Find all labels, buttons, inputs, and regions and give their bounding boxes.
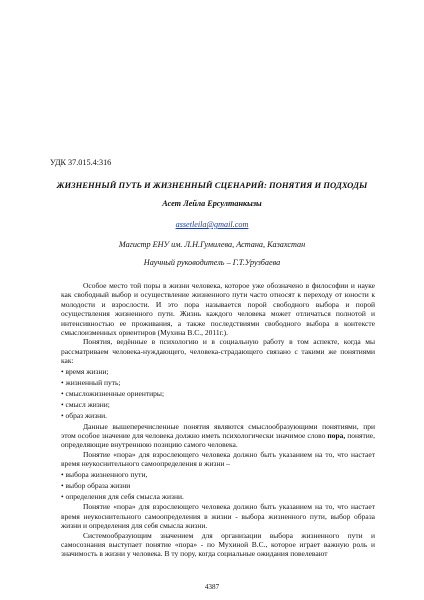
list-item: • смысложизненные ориентиры; xyxy=(61,388,375,399)
list-item: • жизненный путь; xyxy=(61,377,375,388)
paragraph: Особое место той поры в жизни человека, которое уже обозначено в философии и науке как свободный выбор и осуществление жизненного пути часто относят к переходу от юности к молодости и взрослости. И это пора называется порой свободного выбора и порой осуществления жизненного пути. Жизнь каждого человека может отличаться полнотой и интенсивностью ее проживания, а также последствиями свободного выбора в контексте смыслоизменных ориентиров (Мухина В.С., 2011г.). xyxy=(61,281,375,338)
author-email-link[interactable]: assetleila@gmail.com xyxy=(175,220,249,229)
paragraph: Понятия, ведённые в психологию и в социальную работу в том аспекте, когда мы рассматриваем человека-нуждающего, человека-страдающего связано с такими же понятиями как: xyxy=(61,337,375,366)
list-item: • выбор образа жизни xyxy=(61,480,375,491)
bullet-list xyxy=(61,366,375,422)
paragraph xyxy=(61,422,375,450)
paragraph: Понятие «пора» для взрослеющего человека должно быть указанием на то, что настает время неукоснительного самоопределения в жизни – xyxy=(61,449,375,469)
paragraph-text: Данные вышеперечисленные понятия являются смыслообразующими понятиями, при этом особое значение для человека должно иметь психологически значимое слово xyxy=(61,421,375,441)
emphasized-term: пора, xyxy=(327,431,346,441)
list-item: • выбора жизненного пути, xyxy=(61,469,375,480)
author-affiliation: Магистр ЕНУ им. Л.Н.Гумилева, Астана, Казахстан xyxy=(118,240,306,249)
article-body xyxy=(61,281,375,559)
author-name: Асет Лейла Ерсултанкызы xyxy=(162,199,262,208)
paragraph-text: понятие, определяющие внутреннюю позицию самого человека. xyxy=(61,431,375,450)
list-item: • время жизни; xyxy=(61,366,375,377)
list-item: • определения для себя смысла жизни. xyxy=(61,491,375,502)
bullet-list xyxy=(61,469,375,503)
list-item: • образ жизни. xyxy=(61,410,375,421)
article-title: ЖИЗНЕННЫЙ ПУТЬ И ЖИЗНЕННЫЙ СЦЕНАРИЙ: ПОНЯТИЯ И ПОДХОДЫ xyxy=(56,180,368,190)
udk-code: УДК 37.015.4:316 xyxy=(50,158,112,167)
paragraph: Понятие «пора» для взрослеющего человека должно быть указанием на то, что настает время неукоснительного самоопределения в жизни - выбора жизненного пути, выбор образа жизни и определения для себя смысла жизни. xyxy=(61,502,375,531)
paragraph: Системообразующим значением для организации выбора жизненного пути и самосознания выступает понятие «пора» - по Мухиной В.С., которое играет важную роль и значимость в жизни у человека. В ту пору, когда социальные ожидания повелевают xyxy=(61,530,375,559)
scientific-advisor: Научный руководитель – Г.Т.Урузбаева xyxy=(143,258,281,267)
page-number: 4387 xyxy=(204,583,220,591)
list-item: • смысл жизни; xyxy=(61,399,375,410)
